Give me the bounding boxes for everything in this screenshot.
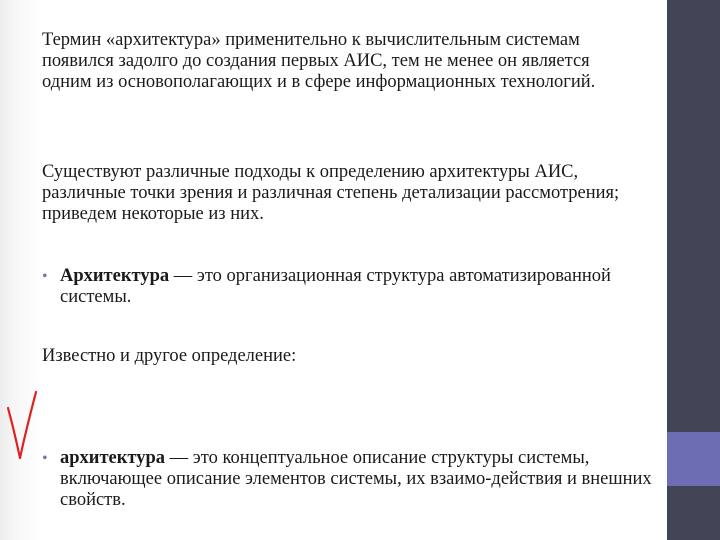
bullet-icon: •	[42, 450, 48, 467]
paragraph-approaches: Существуют различные подходы к определению архитектуры АИС, различные точки зрения и различная степень детализации рассмотрения; приведем некоторые из них.	[42, 162, 620, 224]
paragraph-another-definition: Известно и другое определение:	[42, 346, 297, 366]
bullet-term: Архитектура	[60, 266, 170, 286]
paragraph-architecture-term: Термин «архитектура» применительно к вычислительным системам появился задолго до создания первых АИС, тем не менее он является одним из основополагающих и в сфере информационных технологий.	[42, 30, 596, 92]
bullet-term: архитектура	[60, 448, 166, 468]
sidebar-accent-block	[667, 432, 720, 486]
bullet-item	[42, 266, 660, 308]
slide-content	[42, 30, 652, 510]
red-checkmark-icon	[4, 386, 40, 466]
bullet-icon: •	[42, 268, 48, 285]
bullet-definition: — это концептуальное описание структуры системы, включающее описание элементов системы, их взаимо-действия и внешних свойств.	[60, 448, 652, 510]
bullet-definition: — это организационная структура автоматизированной системы.	[60, 266, 611, 307]
bullet-item	[42, 448, 660, 511]
